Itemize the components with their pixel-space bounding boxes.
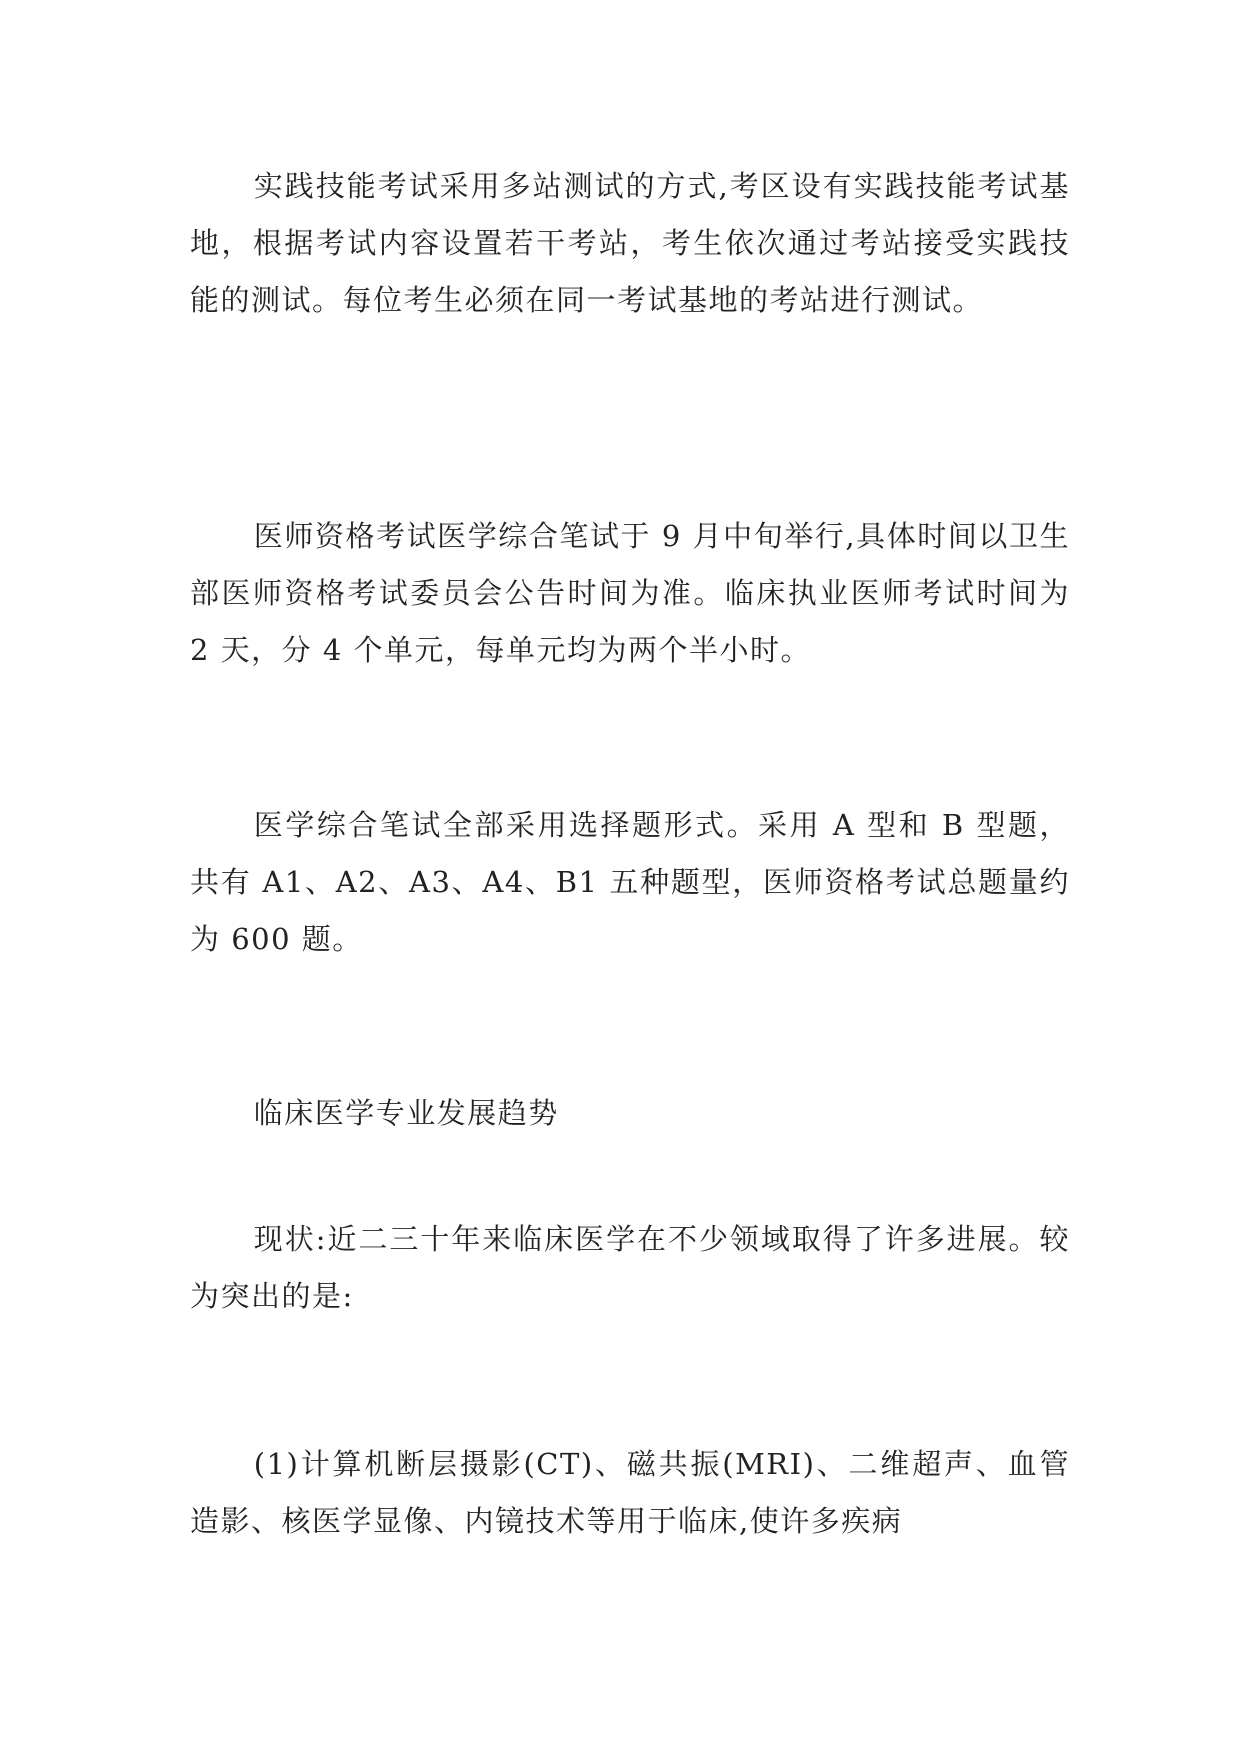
paragraph-written-exam-schedule: 医师资格考试医学综合笔试于 9 月中旬举行,具体时间以卫生部医师资格考试委员会公告时间为准。临床执业医师考试时间为 2 天，分 4 个单元，每单元均为两个半小时。 bbox=[190, 519, 1070, 667]
paragraph-list-item-1: (1)计算机断层摄影(CT)、磁共振(MRI)、二维超声、血管造影、核医学显像、内镜技术等用于临床,使许多疾病 bbox=[190, 1447, 1070, 1538]
paragraph-practical-skills-exam: 实践技能考试采用多站测试的方式,考区设有实践技能考试基地，根据考试内容设置若干考站，考生依次通过考站接受实践技能的测试。每位考生必须在同一考试基地的考站进行测试。 bbox=[190, 169, 1070, 317]
section-heading: 临床医学专业发展趋势 bbox=[253, 1096, 559, 1130]
paragraph-question-types: 医学综合笔试全部采用选择题形式。采用 A 型和 B 型题，共有 A1、A2、A3、A4、B1 五种题型，医师资格考试总题量约为 600 题。 bbox=[190, 808, 1070, 956]
paragraph-current-status: 现状:近二三十年来临床医学在不少领域取得了许多进展。较为突出的是: bbox=[190, 1222, 1070, 1313]
